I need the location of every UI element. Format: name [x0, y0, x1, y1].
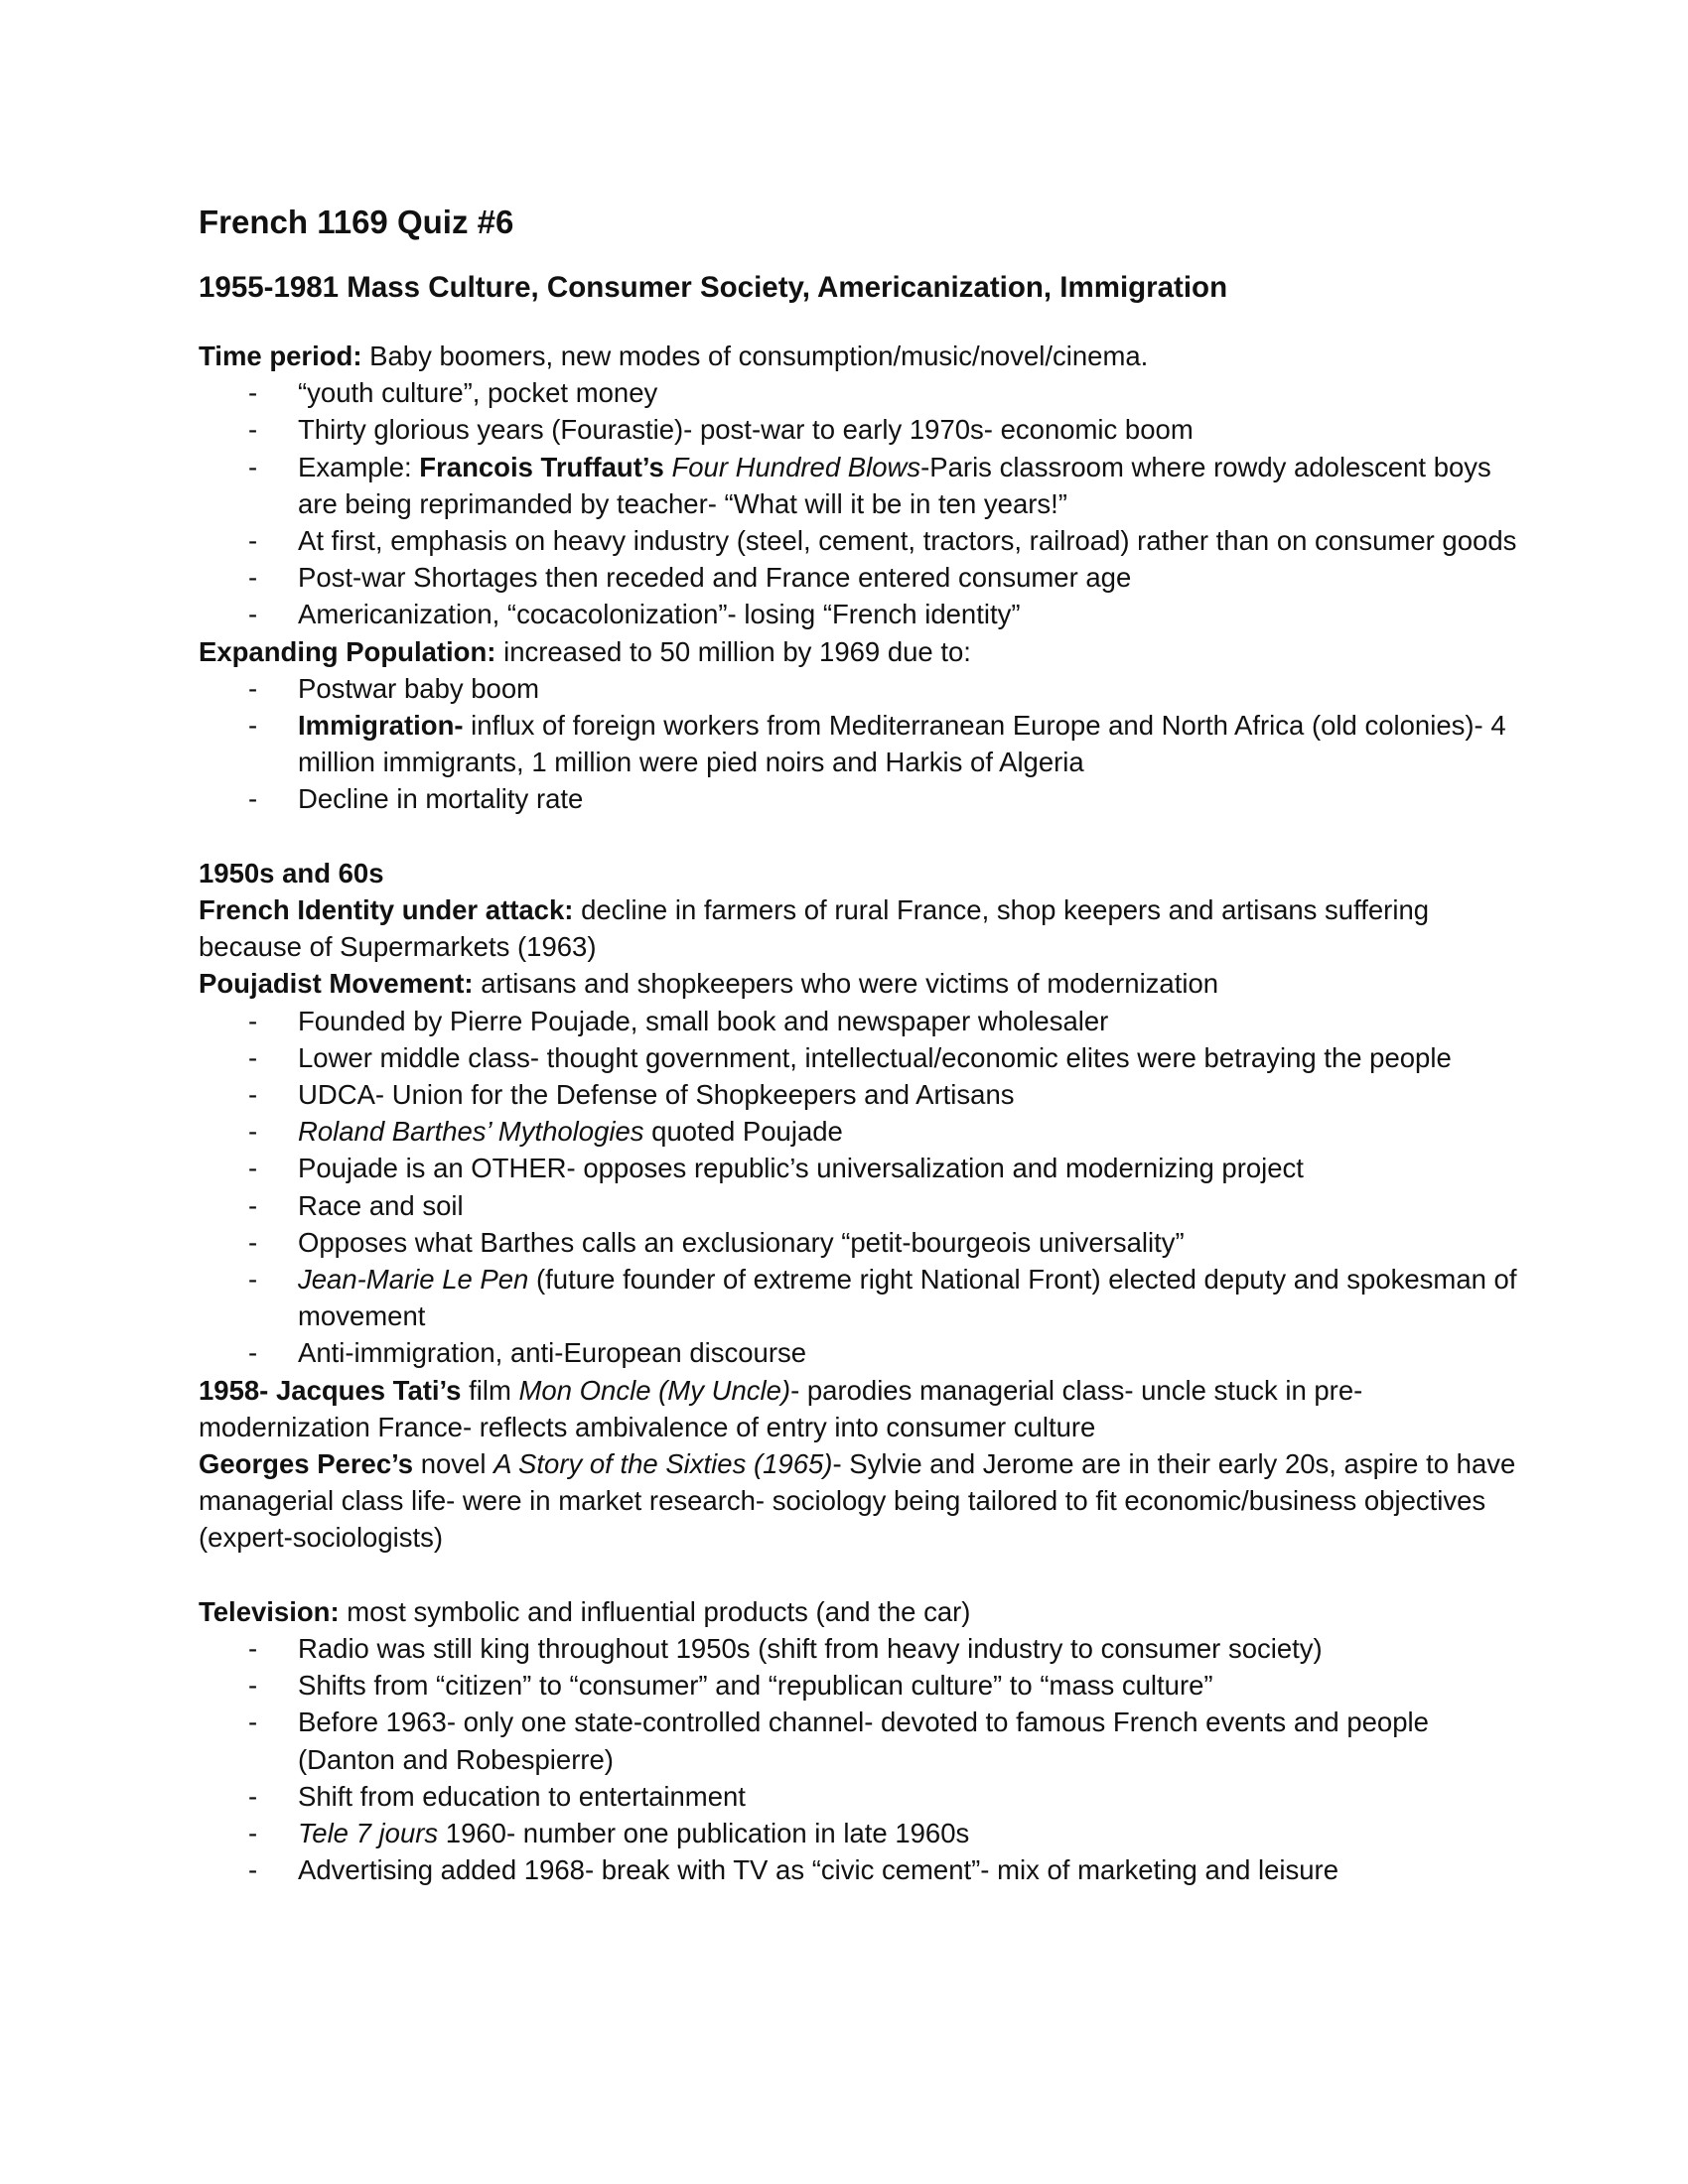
film-title: Four Hundred Blows: [671, 451, 921, 482]
dash-bullet: -: [248, 525, 258, 557]
population-text: increased to 50 million by 1969 due to:: [495, 635, 971, 667]
list-item: - Decline in mortality rate: [199, 780, 1519, 817]
list-item: - Shifts from “citizen” to “consumer” and “republican culture” to “mass culture”: [199, 1667, 1519, 1704]
dash-bullet: -: [248, 451, 258, 482]
list-item: - Roland Barthes’ Mythologies quoted Poujade: [199, 1113, 1519, 1150]
time-period-label: Time period:: [199, 341, 362, 371]
list-item: - Founded by Pierre Poujade, small book and newspaper wholesaler: [199, 1003, 1519, 1039]
poujadist-label: Poujadist Movement:: [199, 968, 474, 1000]
perec-paragraph: Georges Perec’s novel A Story of the Sixties (1965)- Sylvie and Jerome are in their early 20s, aspire to have managerial class life- were in market research- sociology being tailored to fit economic/business objectives (expert-sociologists): [199, 1448, 1516, 1554]
section-gap: [199, 1557, 1519, 1593]
population-list: [199, 670, 1519, 818]
document-page: [199, 201, 1519, 1889]
dash-bullet: -: [248, 599, 258, 630]
dash-bullet: -: [248, 377, 258, 409]
document-subtitle: 1955-1981 Mass Culture, Consumer Society, Americanization, Immigration: [199, 271, 1228, 304]
time-period-text: Baby boomers, new modes of consumption/music/novel/cinema.: [361, 341, 1149, 371]
tati-film-title: Mon Oncle (My Uncle): [518, 1374, 791, 1406]
barthes-title: Roland Barthes’ Mythologies: [298, 1116, 644, 1148]
population-label: Expanding Population:: [199, 635, 496, 667]
poujadist-paragraph: Poujadist Movement: artisans and shopkeepers who were victims of modernization: [199, 968, 1219, 1000]
television-list: [199, 1630, 1519, 1888]
television-paragraph: Television: most symbolic and influential products (and the car): [199, 1595, 971, 1627]
dash-bullet: -: [248, 1226, 258, 1258]
section-gap: [199, 818, 1519, 855]
dash-bullet: -: [248, 672, 258, 704]
dash-bullet: -: [248, 710, 258, 742]
list-item: - Opposes what Barthes calls an exclusionary “petit-bourgeois universality”: [199, 1224, 1519, 1261]
dash-bullet: -: [248, 1005, 258, 1036]
truffaut-name: Francois Truffaut’s: [419, 451, 664, 482]
list-item: - Race and soil: [199, 1187, 1519, 1224]
perec-novel-title: A Story of the Sixties (1965): [493, 1448, 833, 1480]
list-item: - Tele 7 jours 1960- number one publication in late 1960s: [199, 1815, 1519, 1851]
dash-bullet: -: [248, 1854, 258, 1886]
list-item: - Americanization, “cocacolonization”- losing “French identity”: [199, 596, 1519, 632]
population-paragraph: [199, 633, 1519, 670]
dash-bullet: -: [248, 1818, 258, 1849]
list-item: - Immigration- influx of foreign workers from Mediterranean Europe and North Africa (old colonies)- 4 million immigrants, 1 million were pied noirs and Harkis of Algeria: [199, 707, 1519, 780]
list-item: - Radio was still king throughout 1950s (shift from heavy industry to consumer society): [199, 1630, 1519, 1667]
list-item: - UDCA- Union for the Defense of Shopkeepers and Artisans: [199, 1076, 1519, 1113]
dash-bullet: -: [248, 1116, 258, 1148]
dash-bullet: -: [248, 1670, 258, 1702]
dash-bullet: -: [248, 783, 258, 815]
perec-label: Georges Perec’s: [199, 1448, 414, 1480]
list-item: - Advertising added 1968- break with TV as “civic cement”- mix of marketing and leisure: [199, 1851, 1519, 1888]
identity-label: French Identity under attack:: [199, 894, 574, 926]
tati-paragraph: 1958- Jacques Tati’s film Mon Oncle (My Uncle)- parodies managerial class- uncle stuck in pre-modernization France- reflects ambivalence of entry into consumer culture: [199, 1374, 1363, 1442]
immigration-label: Immigration-: [298, 710, 464, 742]
list-item: - Shift from education to entertainment: [199, 1778, 1519, 1815]
document-title: French 1169 Quiz #6: [199, 204, 514, 240]
dash-bullet: -: [248, 1041, 258, 1073]
dash-bullet: -: [248, 1079, 258, 1111]
list-item: - Before 1963- only one state-controlled channel- devoted to famous French events and people (Danton and Robespierre): [199, 1704, 1519, 1777]
list-item: - Postwar baby boom: [199, 670, 1519, 707]
time-period-paragraph: [199, 338, 1519, 374]
list-item: - Example: Francois Truffaut’s Four Hundred Blows-Paris classroom where rowdy adolescent boys are being reprimanded by teacher- “What will it be in ten years!”: [199, 449, 1519, 522]
dash-bullet: -: [248, 562, 258, 594]
list-item: - “youth culture”, pocket money: [199, 374, 1519, 411]
list-item: - Poujade is an OTHER- opposes republic’s universalization and modernizing project: [199, 1150, 1519, 1186]
dash-bullet: -: [248, 1633, 258, 1665]
dash-bullet: -: [248, 1153, 258, 1184]
list-item: - At first, emphasis on heavy industry (steel, cement, tractors, railroad) rather than on consumer goods: [199, 522, 1519, 559]
list-item: - Thirty glorious years (Fourastie)- post-war to early 1970s- economic boom: [199, 411, 1519, 448]
dash-bullet: -: [248, 1189, 258, 1221]
list-item: - Jean-Marie Le Pen (future founder of extreme right National Front) elected deputy and spokesman of movement: [199, 1261, 1519, 1334]
dash-bullet: -: [248, 414, 258, 446]
fifties-heading: 1950s and 60s: [199, 857, 384, 888]
dash-bullet: -: [248, 1337, 258, 1369]
list-item: - Lower middle class- thought government, intellectual/economic elites were betraying the people: [199, 1039, 1519, 1076]
television-label: Television:: [199, 1595, 340, 1627]
dash-bullet: -: [248, 1706, 258, 1738]
tele-7-jours-title: Tele 7 jours: [298, 1818, 439, 1849]
dash-bullet: -: [248, 1264, 258, 1296]
tati-label: 1958- Jacques Tati’s: [199, 1374, 462, 1406]
poujadist-list: [199, 1003, 1519, 1372]
identity-paragraph: French Identity under attack: decline in farmers of rural France, shop keepers and artisans suffering because of Supermarkets (1963): [199, 894, 1430, 963]
list-item: - Post-war Shortages then receded and France entered consumer age: [199, 559, 1519, 596]
dash-bullet: -: [248, 1780, 258, 1812]
le-pen-name: Jean-Marie Le Pen: [298, 1264, 529, 1296]
time-period-list: [199, 374, 1519, 632]
list-item: - Anti-immigration, anti-European discourse: [199, 1334, 1519, 1371]
